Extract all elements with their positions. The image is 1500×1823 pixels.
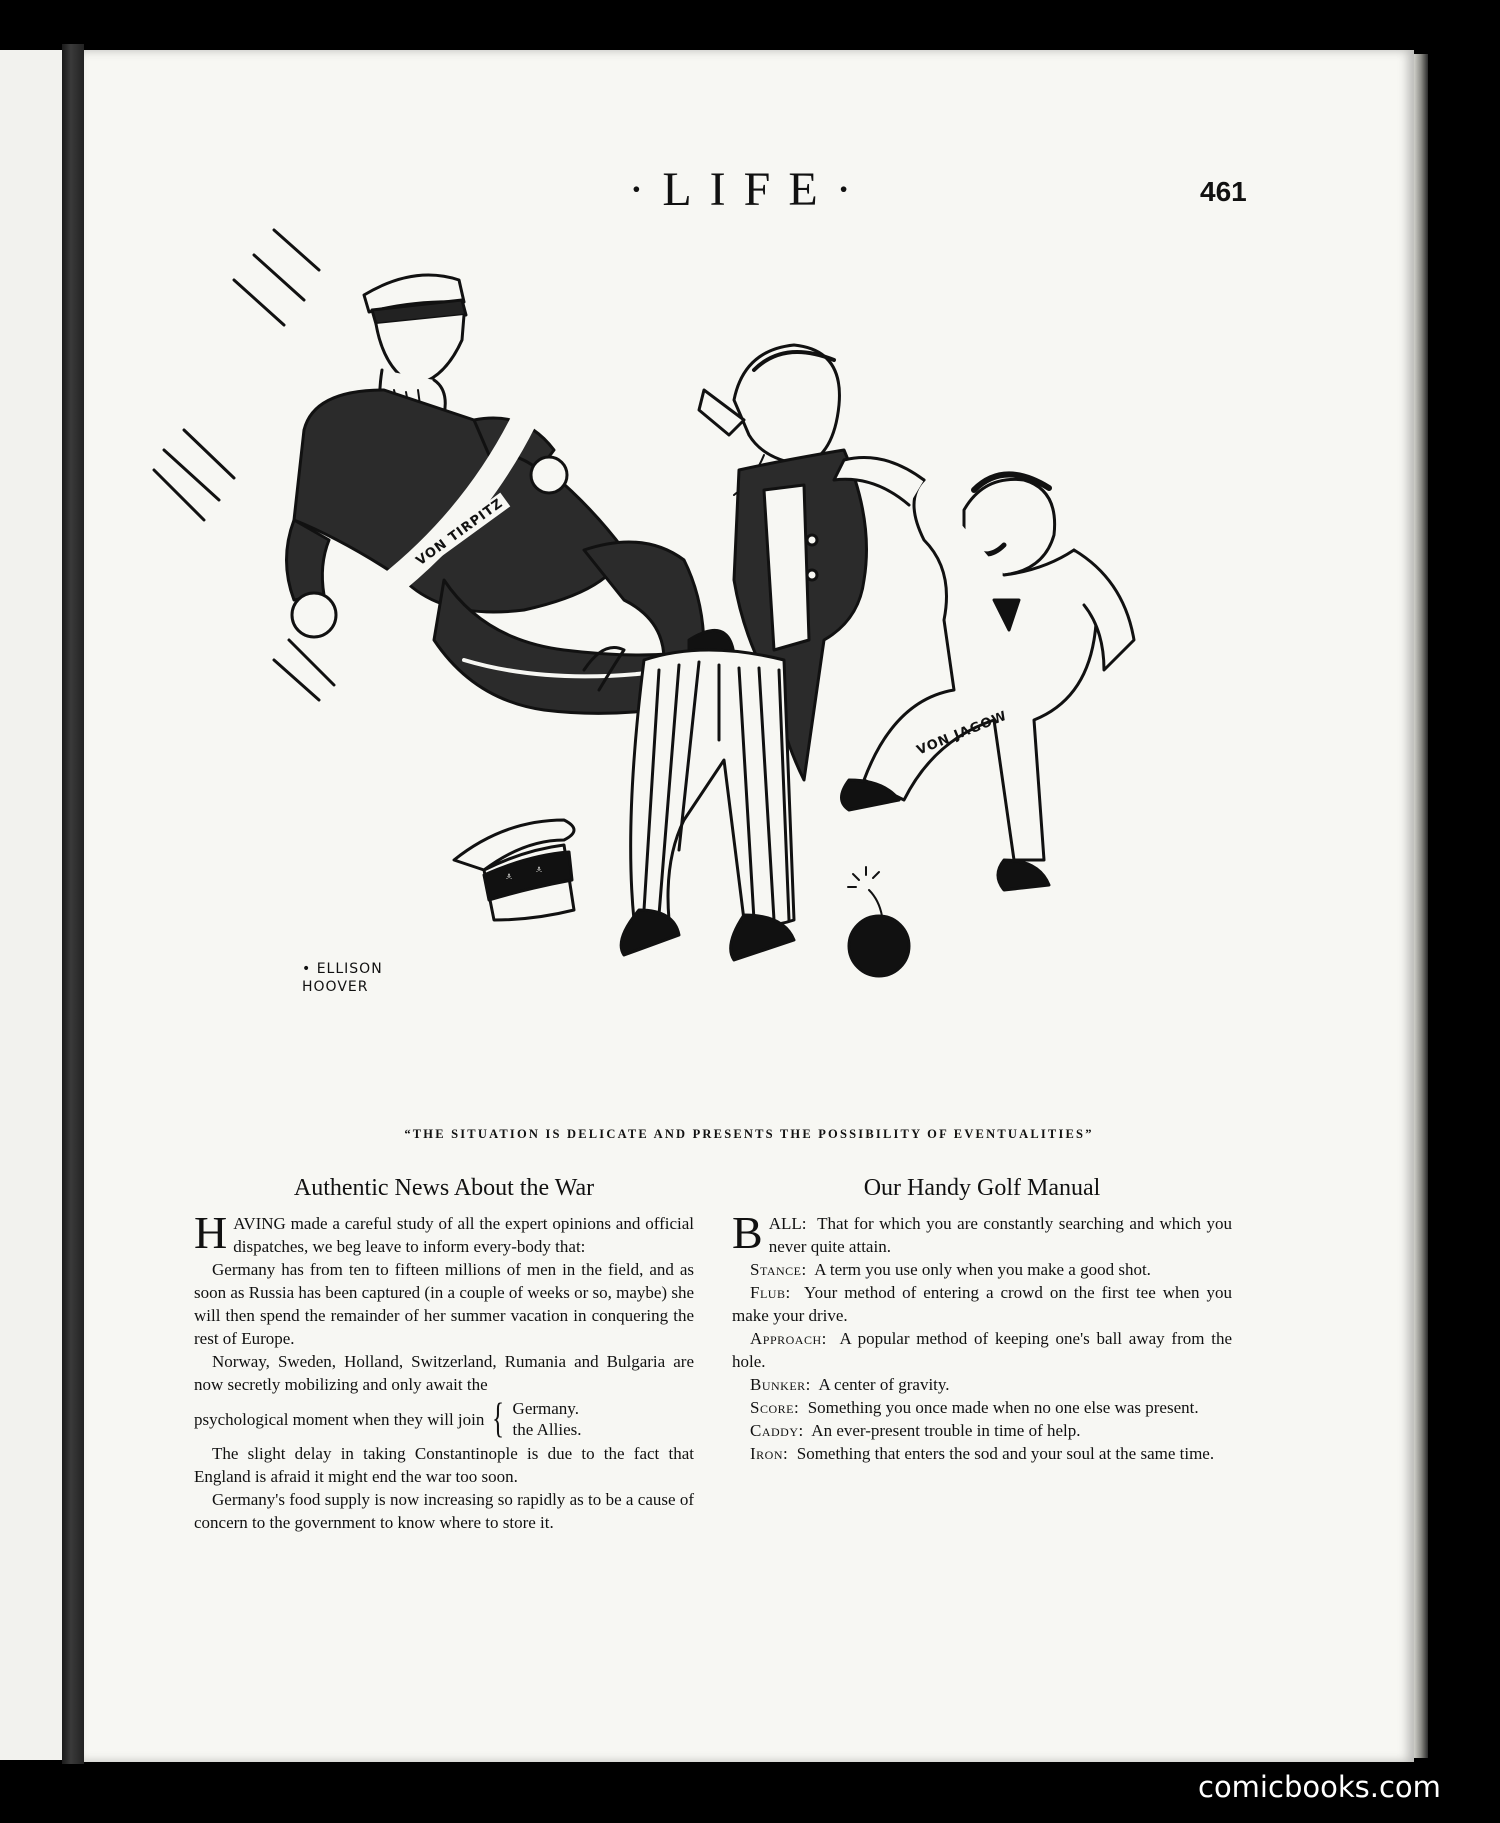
book-gutter bbox=[62, 44, 84, 1764]
golf-entry: Iron: Something that enters the sod and your soul at the same time. bbox=[750, 1444, 1215, 1463]
golf-entry: Stance: A term you use only when you make a good shot. bbox=[750, 1260, 1151, 1279]
page-edge-shadow bbox=[1414, 54, 1428, 1758]
cartoon-caption: “THE SITUATION IS DELICATE AND PRESENTS THE POSSIBILITY OF EVENTUALITIES” bbox=[404, 1127, 1094, 1141]
golf-entry: Caddy: An ever-present trouble in time of help. bbox=[750, 1421, 1081, 1440]
golf-entry: Score: Something you once made when no one else was present. bbox=[750, 1398, 1199, 1417]
uncle-sam-figure bbox=[584, 345, 867, 960]
top-hat bbox=[454, 820, 574, 920]
brace-glyph: { bbox=[492, 1396, 505, 1442]
label-von-jagow: VON JAGOW bbox=[914, 708, 1010, 759]
news-title: Authentic News About the War bbox=[293, 1175, 595, 1201]
golf-entry: Bunker: A center of gravity. bbox=[750, 1375, 950, 1394]
news-column bbox=[194, 1177, 694, 1534]
news-paragraph: The slight delay in taking Constantinople is due to the fact that England is afraid it might end the war too soon. bbox=[194, 1444, 694, 1486]
golf-column bbox=[732, 1177, 1232, 1465]
join-choice: psychological moment when they will join { Germany. the Allies. bbox=[194, 1396, 582, 1442]
news-paragraph: Norway, Sweden, Holland, Switzerland, Rumania and Bulgaria are now secretly mobilizing and only await the bbox=[194, 1352, 694, 1394]
golf-title: Our Handy Golf Manual bbox=[863, 1175, 1101, 1201]
watermark: comicbooks.com bbox=[1198, 1770, 1441, 1804]
golf-entry: Flub: Your method of entering a crowd on the first tee when you make your drive. bbox=[732, 1283, 1233, 1325]
join-option: the Allies. bbox=[512, 1420, 582, 1439]
join-option: Germany. bbox=[512, 1399, 579, 1418]
label-von-tirpitz: VON TIRPITZ bbox=[410, 493, 510, 572]
news-paragraph: Germany has from ten to fifteen millions of men in the field, and as soon as Russia has been captured (in a couple of weeks or so, maybe) she will then spend the remainder of her summer vacation in conquering the rest of Europe. bbox=[194, 1260, 694, 1348]
news-paragraph: Germany's food supply is now increasing so rapidly as to be a cause of concern to the government to know where to store it. bbox=[194, 1490, 694, 1532]
news-intro: HAVING made a careful study of all the expert opinions and official dispatches, we beg leave to inform every-body that: bbox=[194, 1207, 694, 1258]
magazine-page bbox=[84, 50, 1414, 1762]
golf-drop-cap: B bbox=[732, 1207, 763, 1258]
news-drop-cap: H bbox=[194, 1207, 228, 1258]
facing-page-edge bbox=[0, 50, 62, 1760]
golf-entry: Approach: A popular method of keeping one's ball away from the hole. bbox=[732, 1329, 1233, 1371]
admiral-figure bbox=[287, 275, 735, 713]
golf-entry: BALL: That for which you are constantly searching and which you never quite attain. bbox=[732, 1207, 1232, 1258]
page-number: 461 bbox=[1200, 176, 1247, 207]
artist-signature: • ELLISON HOOVER bbox=[302, 961, 383, 995]
von-jagow-figure bbox=[834, 458, 1134, 891]
bomb bbox=[848, 867, 909, 976]
masthead: ·LIFE· bbox=[628, 163, 870, 216]
